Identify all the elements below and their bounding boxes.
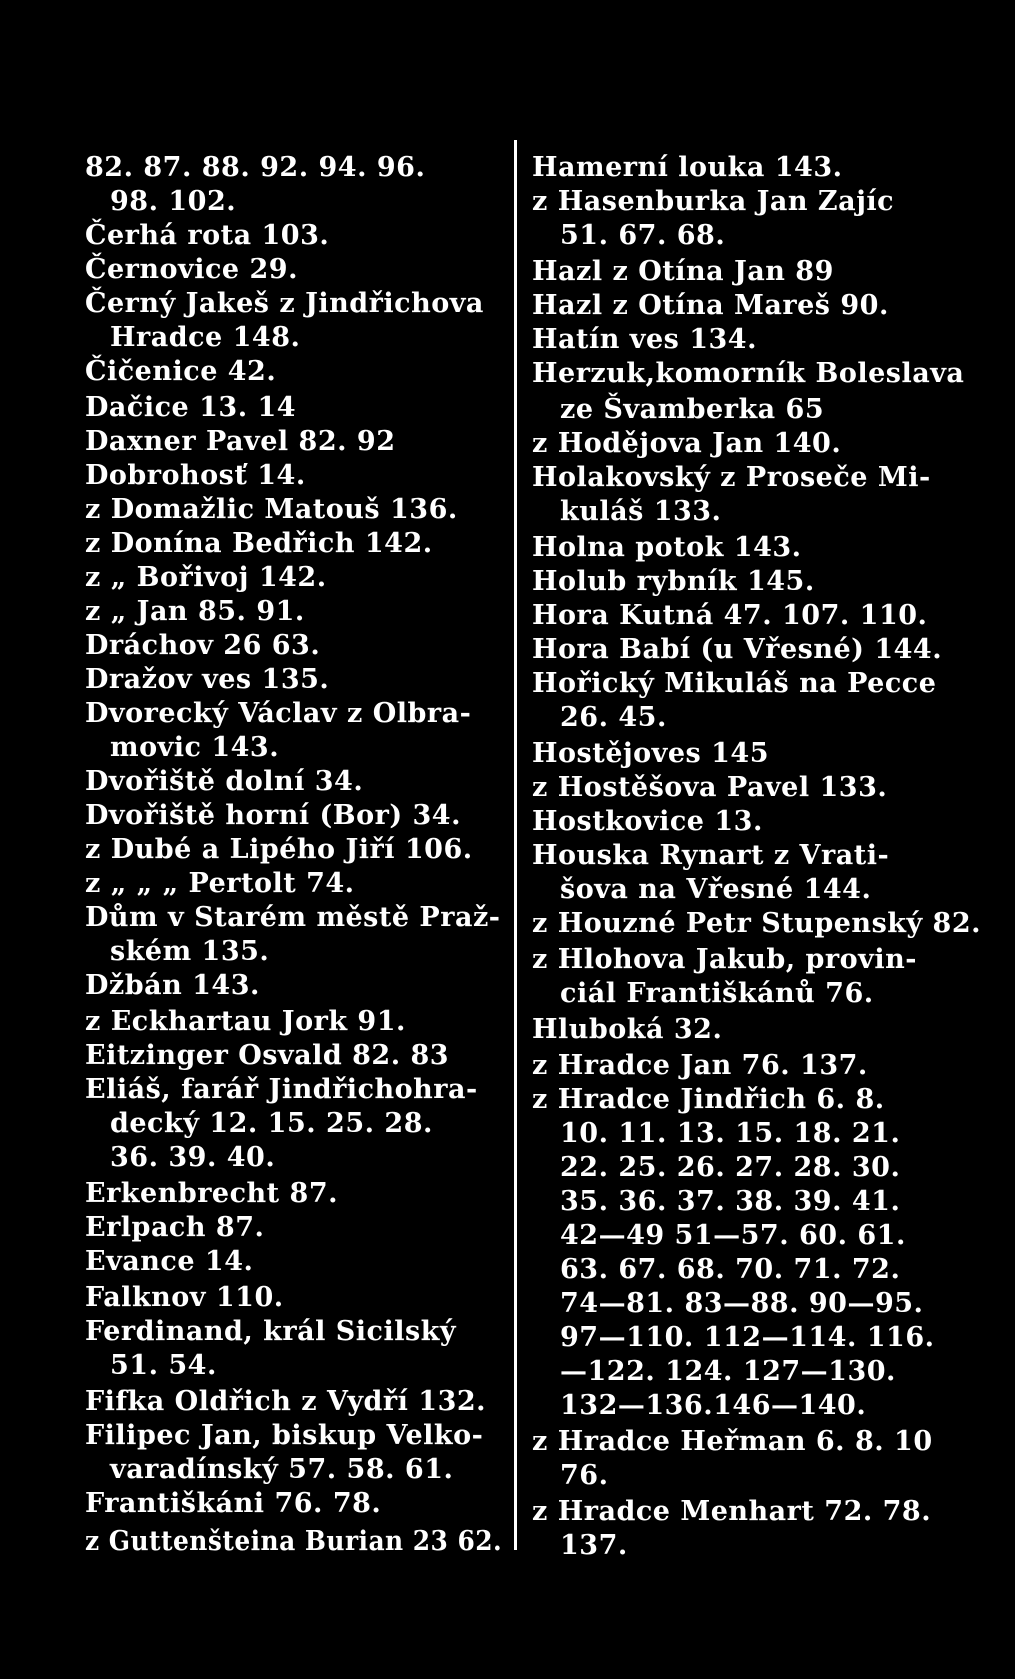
right-entry-2: z Hasenburka Jan Zajíc [532, 186, 895, 217]
left-entry-11: z Domažlic Matouš 136. [85, 494, 458, 525]
right-entry-17: 26. 45. [560, 702, 667, 733]
left-entry-23: Dům v Starém městě Praž- [85, 902, 501, 933]
left-entry-1: 82. 87. 88. 92. 94. 96. [85, 152, 426, 183]
right-entry-8: ze Švamberka 65 [560, 394, 825, 425]
left-entry-22: z „ „ „ Pertolt 74. [85, 868, 355, 899]
left-entry-3: Čerhá rota 103. [85, 220, 330, 251]
right-entry-1: Hamerní louka 143. [532, 152, 843, 183]
left-entry-14: z „ Jan 85. 91. [85, 596, 305, 627]
right-entry-24: z Hlohova Jakub, provin- [532, 944, 917, 975]
right-entry-39: 76. [560, 1460, 609, 1491]
right-entry-5: Hazl z Otína Mareš 90. [532, 290, 889, 321]
right-entry-35: 97—110. 112—114. 116. [560, 1322, 935, 1353]
left-entry-32: Erlpach 87. [85, 1212, 265, 1243]
left-entry-26: z Eckhartau Jork 91. [85, 1006, 406, 1037]
left-entry-6: Hradce 148. [110, 322, 301, 353]
left-entry-17: Dvorecký Václav z Olbra- [85, 698, 472, 729]
left-entry-28: Eliáš, farář Jindřichohra- [85, 1074, 478, 1105]
right-entry-7: Herzuk,komorník Boleslava [532, 358, 965, 389]
left-entry-40: Františkáni 76. 78. [85, 1488, 382, 1519]
right-entry-4: Hazl z Otína Jan 89 [532, 256, 834, 287]
right-entry-10: Holakovský z Proseče Mi- [532, 462, 931, 493]
right-entry-37: 132—136.146—140. [560, 1390, 867, 1421]
right-entry-18: Hostějoves 145 [532, 738, 769, 769]
left-entry-41: z Guttenšteina Burian 23 62. [85, 1526, 503, 1557]
left-entry-27: Eitzinger Osvald 82. 83 [85, 1040, 450, 1071]
right-entry-32: 42—49 51—57. 60. 61. [560, 1220, 906, 1251]
left-entry-2: 98. 102. [110, 186, 237, 217]
left-entry-35: Ferdinand, král Sicilský [85, 1316, 457, 1347]
left-entry-5: Černý Jakeš z Jindřichova [85, 288, 484, 319]
right-entry-15: Hora Babí (u Vřesné) 144. [532, 634, 943, 665]
right-entry-41: 137. [560, 1530, 628, 1561]
right-entry-23: z Houzné Petr Stupenský 82. [532, 908, 982, 939]
left-entry-34: Falknov 110. [85, 1282, 284, 1313]
left-entry-8: Dačice 13. 14 [85, 392, 297, 423]
right-entry-3: 51. 67. 68. [560, 220, 726, 251]
left-entry-21: z Dubé a Lipého Jiří 106. [85, 834, 473, 865]
left-entry-36: 51. 54. [110, 1350, 217, 1381]
right-entry-6: Hatín ves 134. [532, 324, 757, 355]
left-entry-37: Fifka Oldřich z Vydří 132. [85, 1386, 487, 1417]
right-entry-16: Hořický Mikuláš na Pecce [532, 668, 937, 699]
right-entry-27: z Hradce Jan 76. 137. [532, 1050, 868, 1081]
right-entry-19: z Hostěšova Pavel 133. [532, 772, 888, 803]
right-entry-26: Hluboká 32. [532, 1014, 723, 1045]
left-entry-19: Dvořiště dolní 34. [85, 766, 364, 797]
right-entry-13: Holub rybník 145. [532, 566, 815, 597]
right-entry-38: z Hradce Heřman 6. 8. 10 [532, 1426, 933, 1457]
right-entry-36: —122. 124. 127—130. [560, 1356, 896, 1387]
right-entry-40: z Hradce Menhart 72. 78. [532, 1496, 932, 1527]
left-entry-10: Dobrohosť 14. [85, 460, 306, 491]
left-entry-16: Dražov ves 135. [85, 664, 330, 695]
right-entry-14: Hora Kutná 47. 107. 110. [532, 600, 928, 631]
right-entry-28: z Hradce Jindřich 6. 8. [532, 1084, 885, 1115]
left-entry-4: Černovice 29. [85, 254, 298, 285]
left-entry-12: z Donína Bedřich 142. [85, 528, 433, 559]
right-entry-22: šova na Vřesné 144. [560, 874, 872, 905]
right-entry-34: 74—81. 83—88. 90—95. [560, 1288, 924, 1319]
left-entry-20: Dvořiště horní (Bor) 34. [85, 800, 461, 831]
right-entry-33: 63. 67. 68. 70. 71. 72. [560, 1254, 901, 1285]
left-entry-39: varadínský 57. 58. 61. [110, 1454, 454, 1485]
left-entry-15: Dráchov 26 63. [85, 630, 321, 661]
right-entry-9: z Hodějova Jan 140. [532, 428, 842, 459]
right-entry-21: Houska Rynart z Vrati- [532, 840, 890, 871]
left-entry-38: Filipec Jan, biskup Velko- [85, 1420, 484, 1451]
left-entry-9: Daxner Pavel 82. 92 [85, 426, 396, 457]
left-entry-7: Čičenice 42. [85, 356, 277, 387]
left-entry-30: 36. 39. 40. [110, 1142, 276, 1173]
left-entry-29: decký 12. 15. 25. 28. [110, 1108, 433, 1139]
right-entry-11: kuláš 133. [560, 496, 722, 527]
left-entry-25: Džbán 143. [85, 970, 260, 1001]
right-entry-20: Hostkovice 13. [532, 806, 763, 837]
right-entry-31: 35. 36. 37. 38. 39. 41. [560, 1186, 901, 1217]
left-entry-18: movic 143. [110, 732, 280, 763]
right-entry-12: Holna potok 143. [532, 532, 802, 563]
left-entry-13: z „ Bořivoj 142. [85, 562, 327, 593]
left-entry-33: Evance 14. [85, 1246, 254, 1277]
right-entry-30: 22. 25. 26. 27. 28. 30. [560, 1152, 901, 1183]
left-entry-31: Erkenbrecht 87. [85, 1178, 339, 1209]
left-entry-24: ském 135. [110, 936, 270, 967]
right-entry-29: 10. 11. 13. 15. 18. 21. [560, 1118, 901, 1149]
right-entry-25: ciál Františkánů 76. [560, 978, 874, 1009]
